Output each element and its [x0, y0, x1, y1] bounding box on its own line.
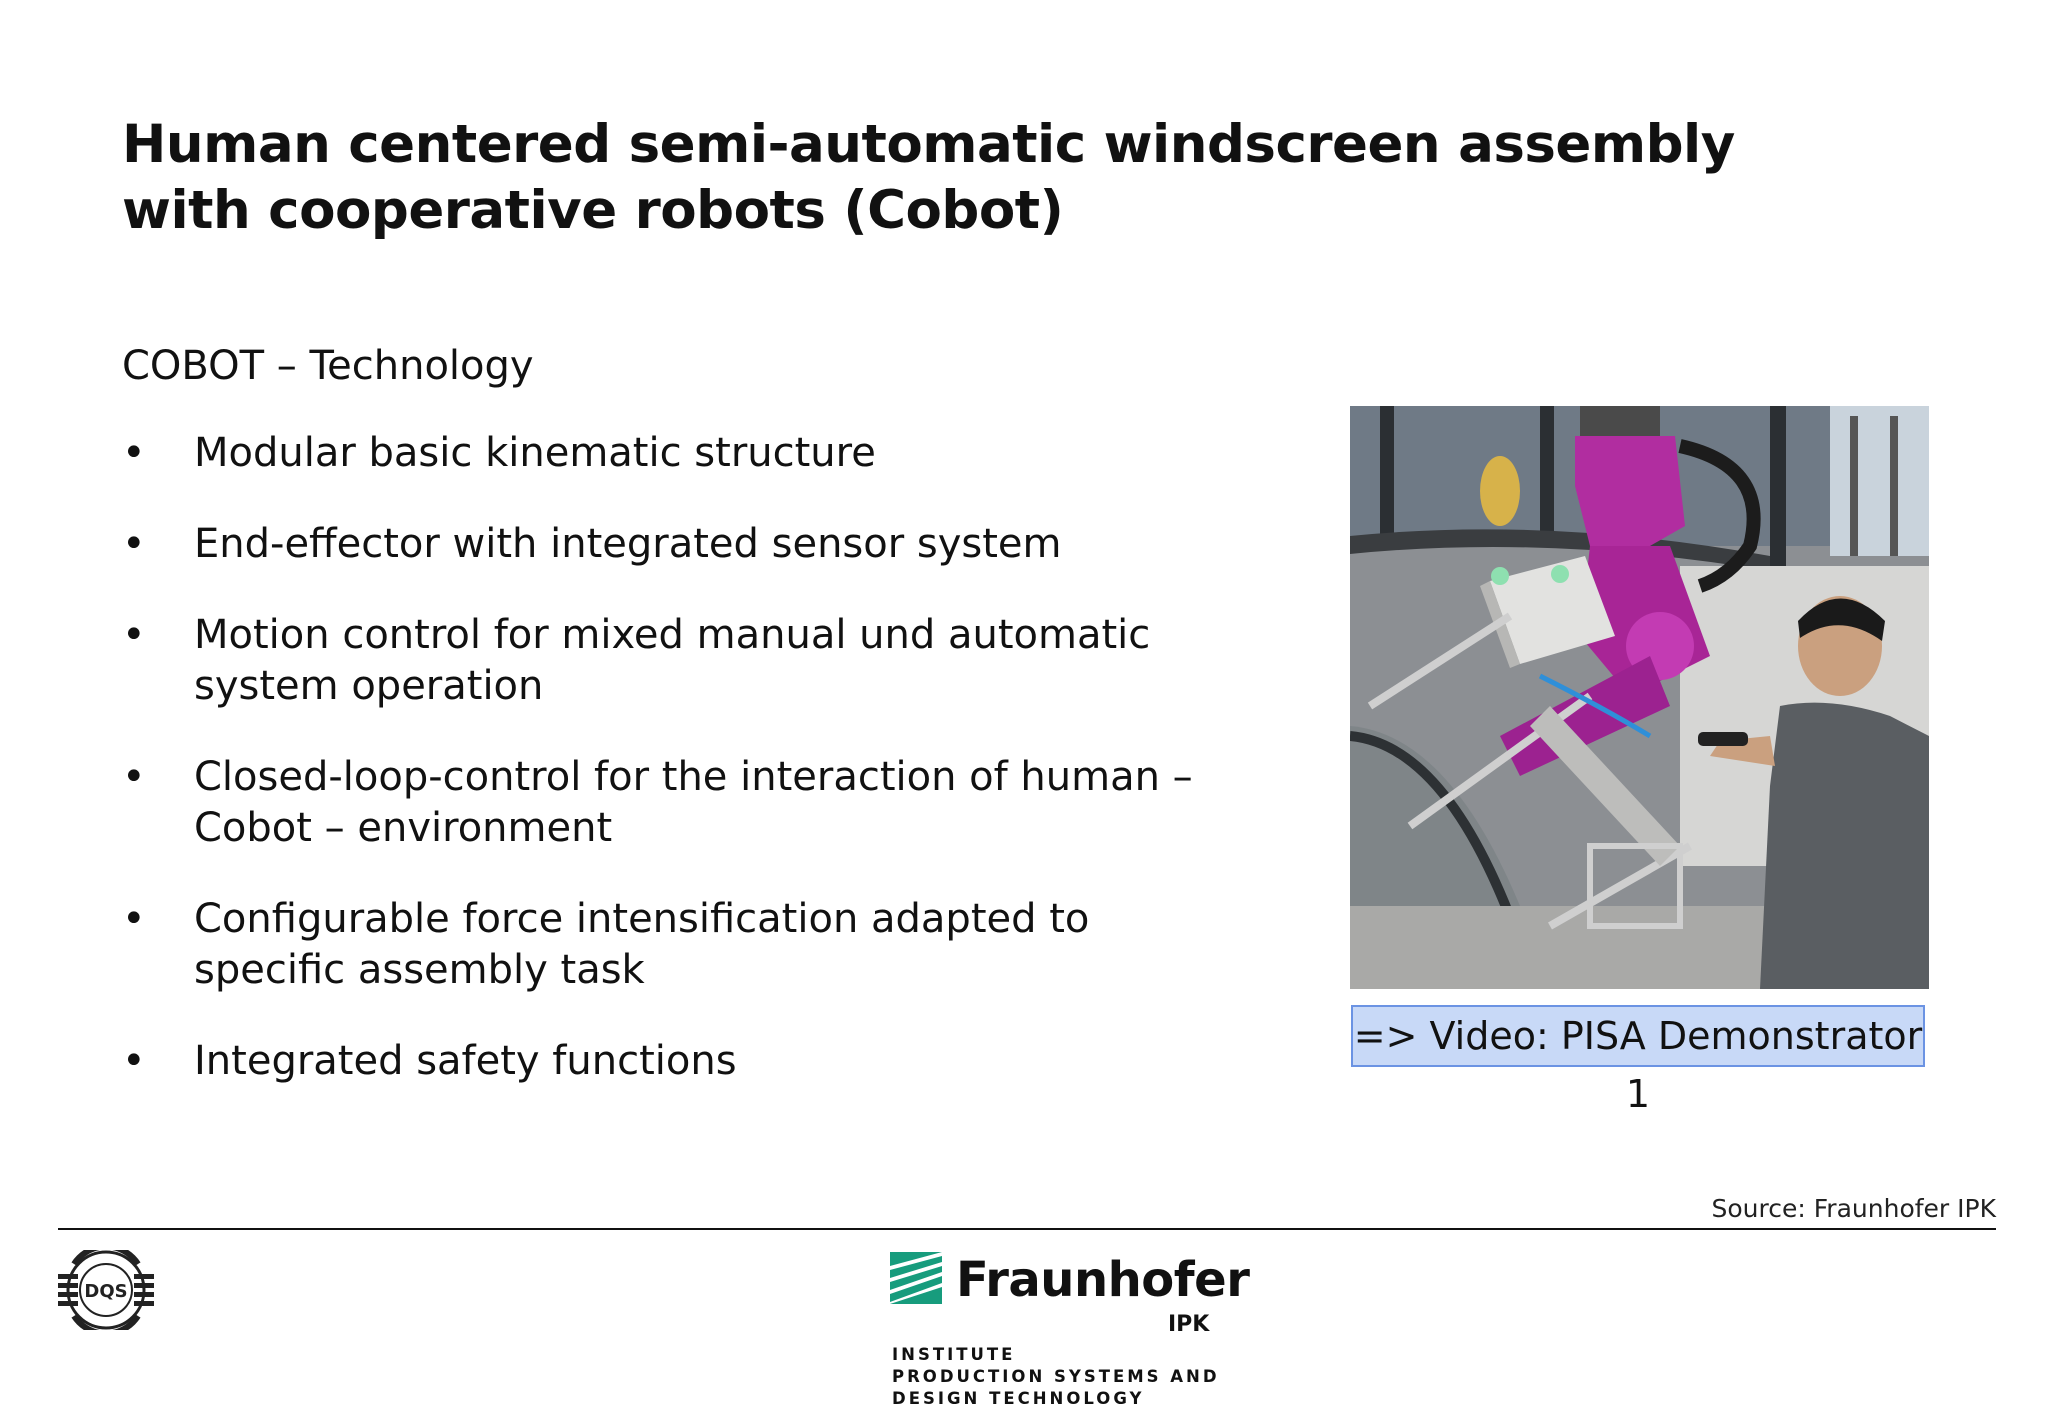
bullet-text: Integrated safety functions — [194, 1038, 737, 1084]
list-item — [122, 610, 1222, 712]
dqs-seal-icon — [54, 1250, 158, 1330]
list-item — [122, 519, 1222, 570]
bullet-icon: • — [122, 896, 146, 942]
source-caption: Source: Fraunhofer IPK — [1711, 1194, 1996, 1223]
bullet-icon: • — [122, 521, 146, 567]
logo-wordmark: Fraunhofer — [956, 1252, 1250, 1308]
slide-title: Human centered semi-automatic windscreen assembly with cooperative robots (Cobot) — [122, 114, 1735, 241]
fraunhofer-mark-icon — [890, 1252, 942, 1304]
list-item — [122, 894, 1222, 996]
bullet-text: Modular basic kinematic structure — [194, 430, 876, 476]
bullet-list — [122, 428, 1222, 1127]
fraunhofer-logo — [890, 1248, 1250, 1418]
institute-name: INSTITUTE PRODUCTION SYSTEMS AND DESIGN TECHNOLOGY — [892, 1345, 1220, 1408]
bullet-icon: • — [122, 612, 146, 658]
section-heading: COBOT – Technology — [122, 343, 534, 389]
footer-divider — [58, 1228, 1996, 1230]
bullet-icon: • — [122, 430, 146, 476]
list-item — [122, 428, 1222, 479]
logo-unit: IPK — [1168, 1312, 1210, 1337]
bullet-text: End-effector with integrated sensor system — [194, 521, 1062, 567]
bullet-icon: • — [122, 1038, 146, 1084]
bullet-text: Motion control for mixed manual und automatic system operation — [194, 612, 1151, 709]
list-item — [122, 1036, 1222, 1087]
svg-text:DQS: DQS — [84, 1281, 128, 1302]
bullet-text: Closed-loop-control for the interaction of human – Cobot – environment — [194, 754, 1193, 851]
bullet-text: Configurable force intensification adapted to specific assembly task — [194, 896, 1090, 993]
bullet-icon: • — [122, 754, 146, 800]
cobot-photo — [1350, 406, 1929, 989]
list-item — [122, 752, 1222, 854]
video-link-button[interactable]: => Video: PISA Demonstrator 1 — [1351, 1005, 1925, 1067]
